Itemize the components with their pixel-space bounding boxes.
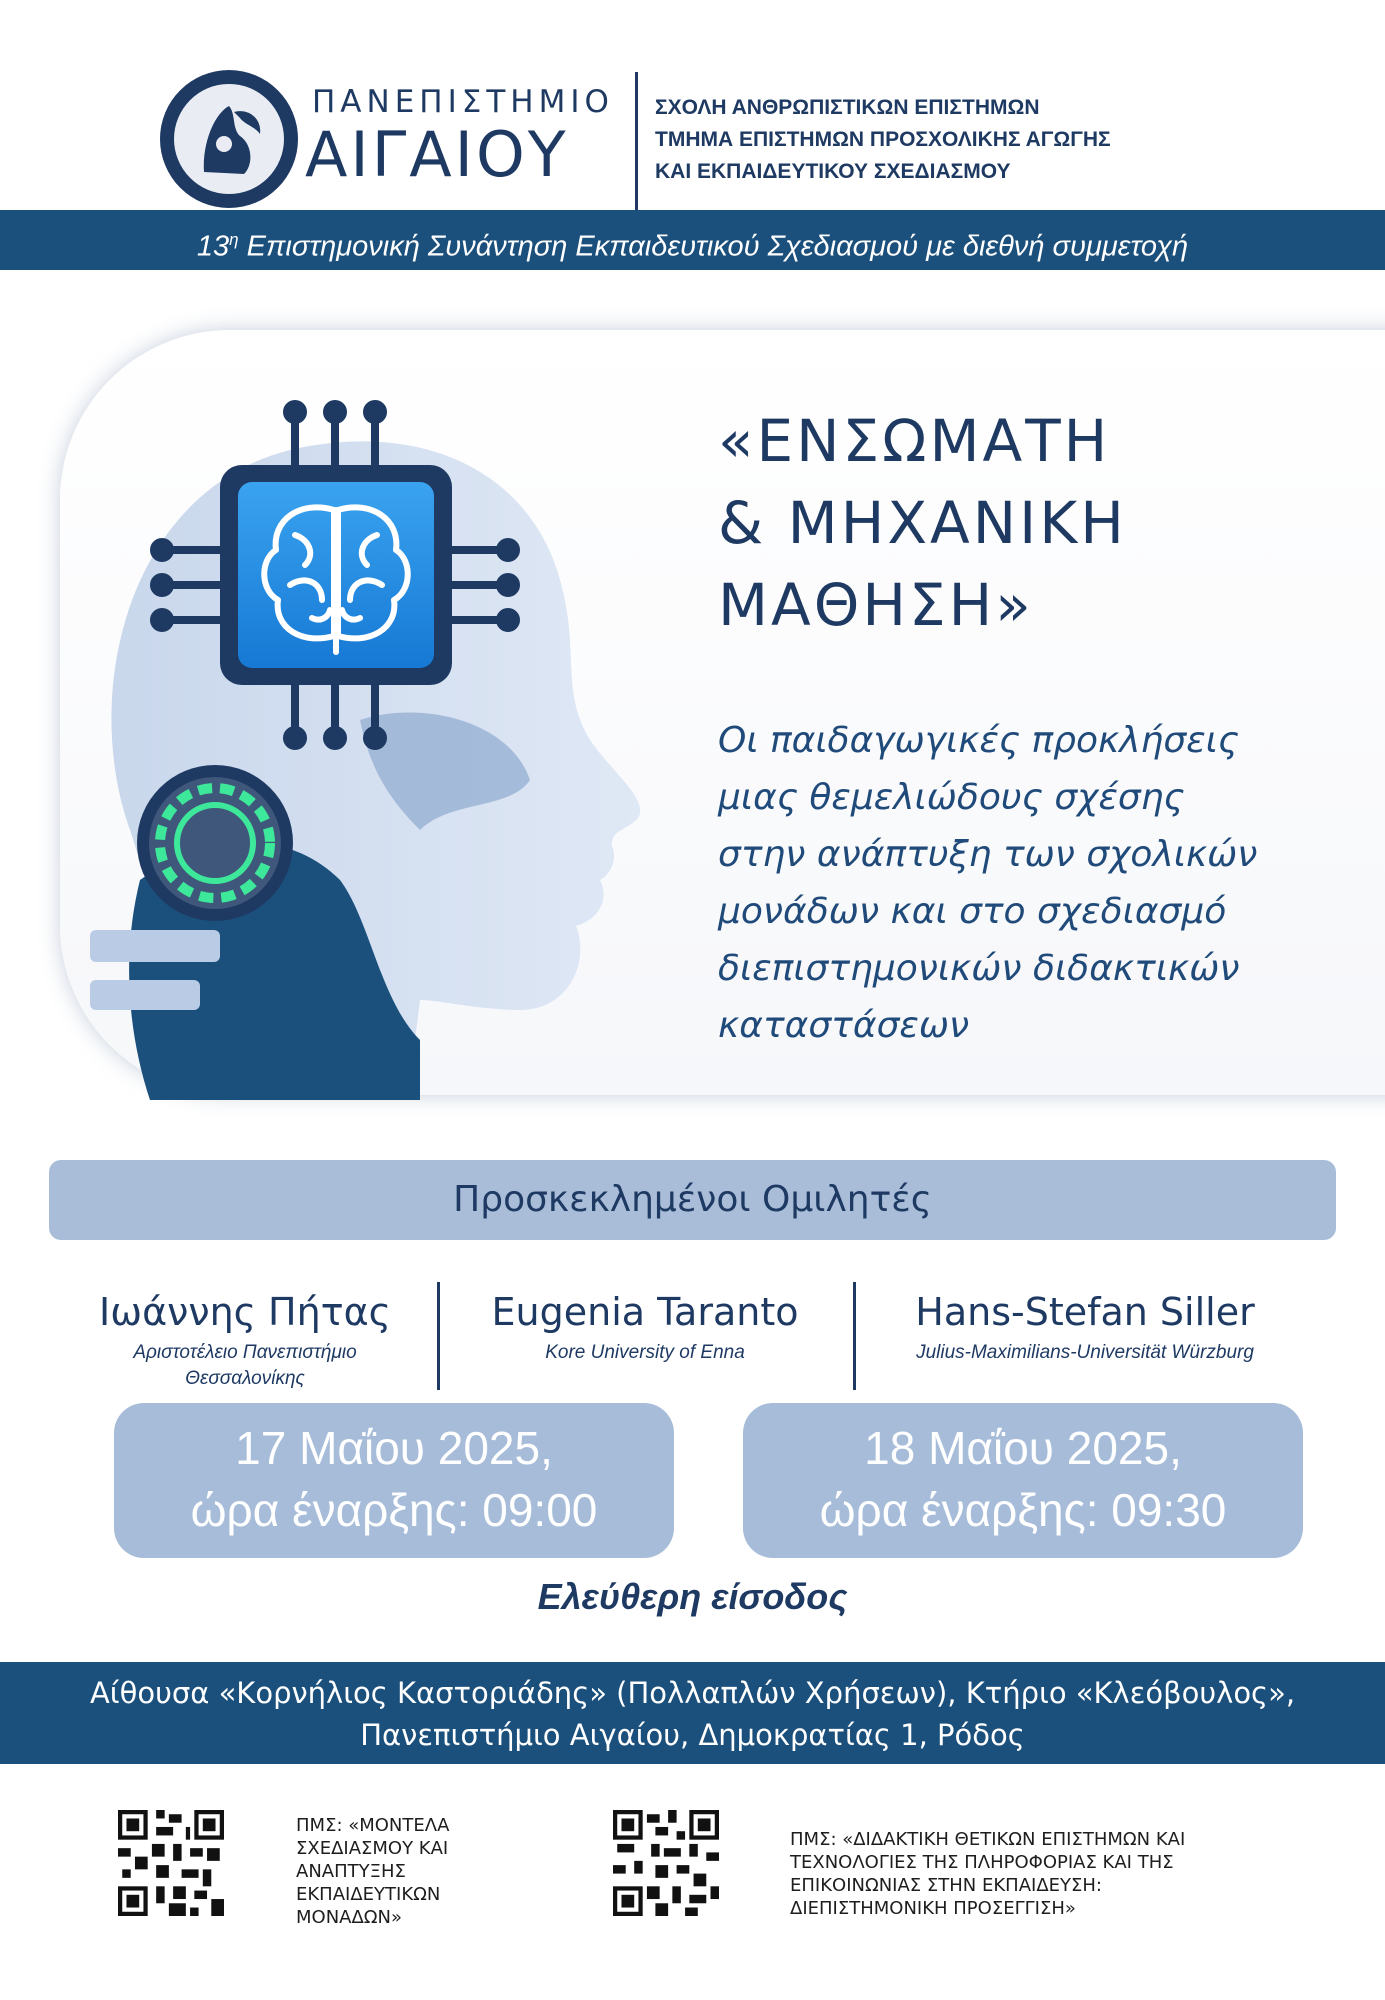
conference-subtitle: Οι παιδαγωγικές προκλήσεις μιας θεμελιώδους σχέσης στην ανάπτυξη των σχολικών μονάδων και στο σχεδιασμό διεπιστημονικών διδακτικών καταστάσεων: [718, 720, 1258, 1046]
speaker-1: [60, 1290, 430, 1392]
speaker-name: Hans-Stefan Siller: [915, 1290, 1255, 1334]
qr-code-icon[interactable]: [613, 1810, 719, 1916]
ai-head-icon: [90, 360, 710, 1120]
university-name-line2: ΑΙΓΑΙΟΥ: [305, 118, 569, 191]
speakers-heading-bar: [49, 1160, 1336, 1240]
speaker-divider: [853, 1282, 856, 1390]
speaker-2: [445, 1290, 845, 1366]
speaker-name: Ιωάννης Πήτας: [99, 1290, 391, 1334]
header-divider: [635, 72, 638, 210]
program-1-label: ΠΜΣ: «ΜΟΝΤΕΛΑ ΣΧΕΔΙΑΣΜΟΥ ΚΑΙ ΑΝΑΠΤΥΞΗΣ ΕΚΠΑΙΔΕΥΤΙΚΩΝ ΜΟΝΑΔΩΝ»: [296, 1815, 450, 1928]
free-entry: Ελεύθερη είσοδος: [537, 1576, 848, 1617]
event-banner-text: $13^\eta$ Επιστημονική Συνάντηση Εκπαιδευτικού Σχεδιασμού με διεθνή συμμετοχή: [196, 230, 1189, 263]
date-box-day1: 17 Μαΐου 2025, ώρα έναρξης: 09:00: [114, 1403, 674, 1558]
venue-text: Αίθουσα «Κορνήλιος Καστοριάδης» (Πολλαπλών Χρήσεων), Κτήριο «Κλεόβουλος», Πανεπιστήμιο Αιγαίου, Δημοκρατίας 1, Ρόδος: [89, 1676, 1296, 1752]
conference-title: «ΕΝΣΩΜΑΤΗ & ΜΗΧΑΝΙΚΗ ΜΑΘΗΣΗ»: [718, 407, 1127, 639]
date-box-day2: 18 Μαΐου 2025, ώρα έναρξης: 09:30: [743, 1403, 1303, 1558]
event-banner: [0, 210, 1385, 270]
university-seal-icon: [160, 70, 298, 208]
qr-code-icon[interactable]: [118, 1810, 224, 1916]
speaker-3: [860, 1290, 1310, 1366]
program-2-label: ΠΜΣ: «ΔΙΔΑΚΤΙΚΗ ΘΕΤΙΚΩΝ ΕΠΙΣΤΗΜΩΝ ΚΑΙ ΤΕΧΝΟΛΟΓΙΕΣ ΤΗΣ ΠΛΗΡΟΦΟΡΙΑΣ ΚΑΙ ΤΗΣ ΕΠΙΚΟΙΝΩΝΙΑΣ ΣΤΗΝ ΕΚΠΑΙΔΕΥΣΗ: ΔΙΕΠΙΣΤΗΜΟΝΙΚΗ ΠΡΟΣΕΓΓΙΣΗ»: [790, 1829, 1186, 1919]
speakers-heading: Προσκεκλημένοι Ομιλητές: [453, 1179, 932, 1220]
speaker-name: Eugenia Taranto: [491, 1290, 799, 1334]
speaker-affiliation: Julius-Maximilians-Universität Würzburg: [916, 1342, 1254, 1363]
school-department: ΣΧΟΛΗ ΑΝΘΡΩΠΙΣΤΙΚΩΝ ΕΠΙΣΤΗΜΩΝ ΤΜΗΜΑ ΕΠΙΣΤΗΜΩΝ ΠΡΟΣΧΟΛΙΚΗΣ ΑΓΩΓΗΣ ΚΑΙ ΕΚΠΑΙΔΕΥΤΙΚΟΥ ΣΧΕΔΙΑΣΜΟΥ: [655, 96, 1111, 183]
venue-banner: [0, 1662, 1385, 1764]
speaker-divider: [437, 1282, 440, 1390]
speaker-affiliation: Αριστοτέλειο Πανεπιστήμιο Θεσσαλονίκης: [133, 1342, 357, 1389]
speaker-affiliation: Kore University of Enna: [545, 1342, 745, 1363]
university-name-line1: ΠΑΝΕΠΙΣΤΗΜΙΟ: [312, 84, 614, 120]
